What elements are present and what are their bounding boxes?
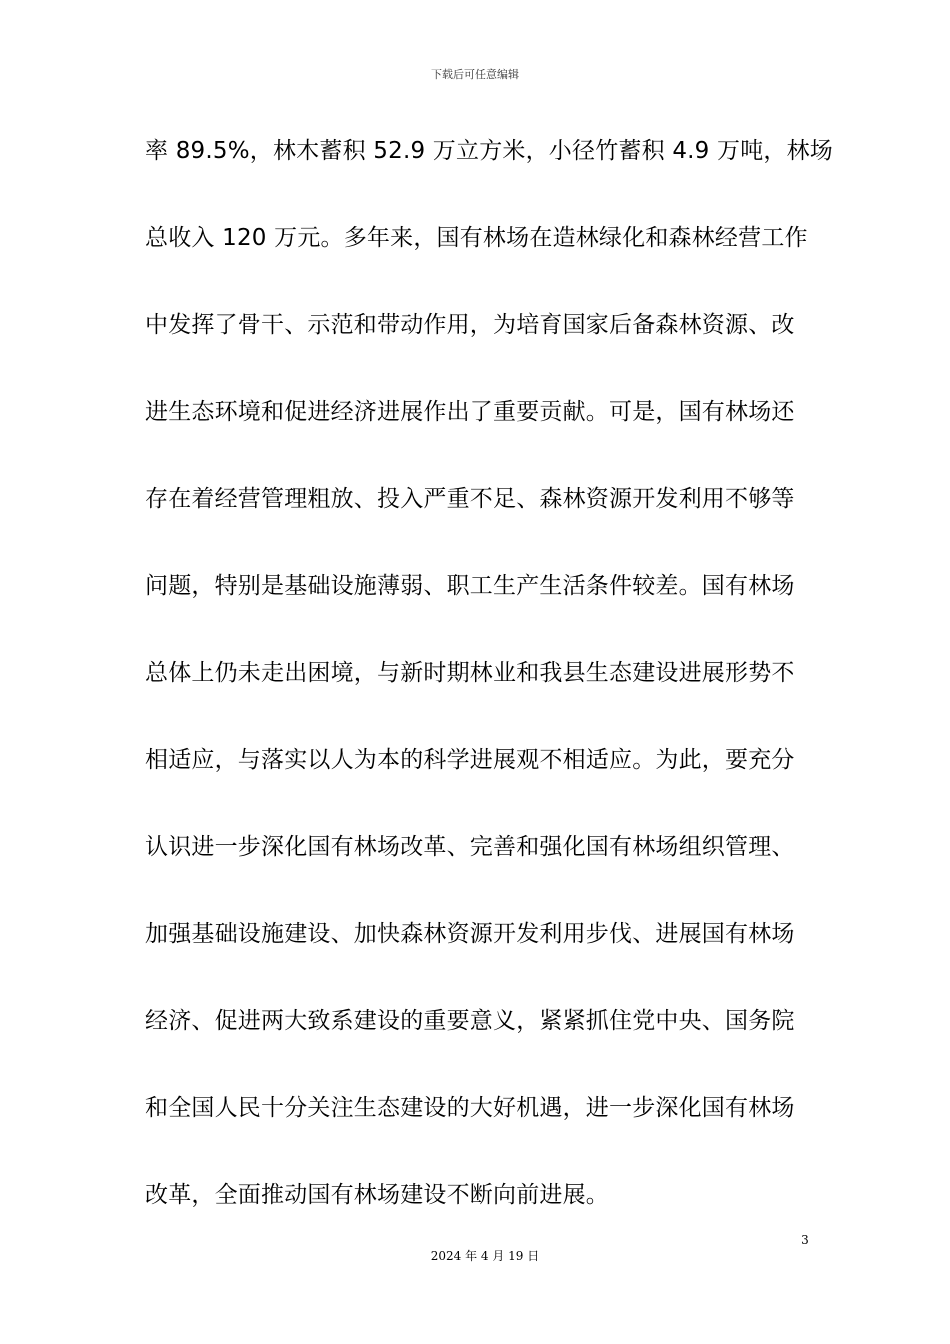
body-line: 相适应，与落实以人为本的科学进展观不相适应。为此，要充分 [145, 747, 795, 773]
body-line: 率 89.5%，林木蓄积 52.9 万立方米，小径竹蓄积 4.9 万吨，林场 [145, 138, 834, 164]
body-line: 和全国人民十分关注生态建设的大好机遇，进一步深化国有林场 [145, 1095, 795, 1121]
page-number: 3 [801, 1233, 809, 1247]
body-line: 问题，特别是基础设施薄弱、职工生产生活条件较差。国有林场 [145, 573, 795, 599]
body-line: 认识进一步深化国有林场改革、完善和强化国有林场组织管理、 [145, 834, 795, 860]
body-line: 加强基础设施建设、加快森林资源开发利用步伐、进展国有林场 [145, 921, 795, 947]
body-line: 总体上仍未走出困境，与新时期林业和我县生态建设进展形势不 [145, 660, 795, 686]
body-line: 总收入 120 万元。多年来，国有林场在造林绿化和森林经营工作 [145, 225, 808, 251]
body-line: 经济、促进两大致系建设的重要意义，紧紧抓住党中央、国务院 [145, 1008, 795, 1034]
body-line: 存在着经营管理粗放、投入严重不足、森林资源开发利用不够等 [145, 486, 795, 512]
body-line: 中发挥了骨干、示范和带动作用，为培育国家后备森林资源、改 [145, 312, 795, 338]
body-line: 进生态环境和促进经济进展作出了重要贡献。可是，国有林场还 [145, 399, 795, 425]
footer-date: 2024 年 4 月 19 日 [430, 1249, 540, 1263]
body-line: 改革，全面推动国有林场建设不断向前进展。 [145, 1182, 609, 1208]
document-body [145, 128, 834, 1259]
page-header: 下载后可任意编辑 [431, 68, 519, 81]
